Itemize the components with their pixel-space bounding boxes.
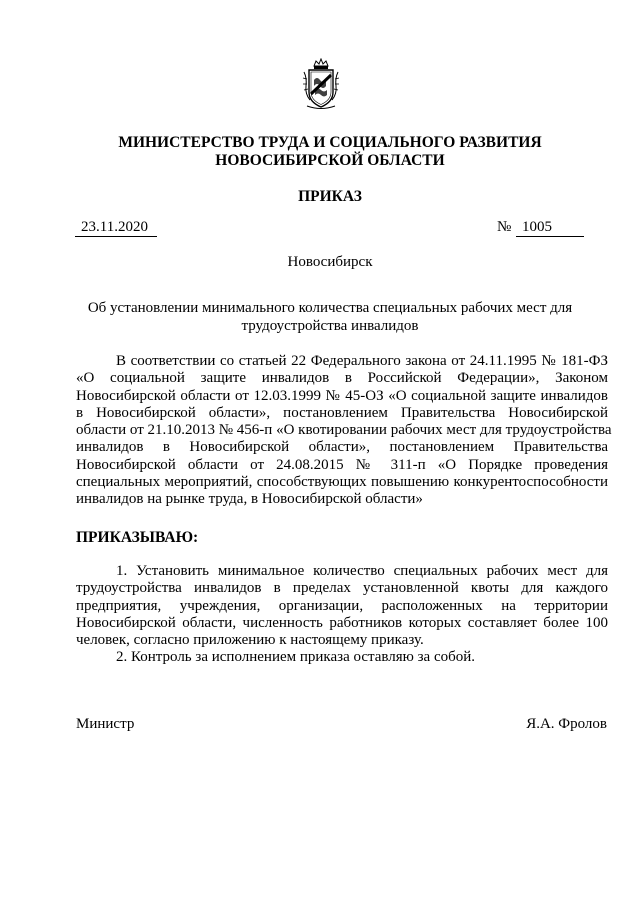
order-item-1-line: трудоустройства инвалидов в пределах установленной квоты для каждого [76, 580, 608, 597]
order-item-1-line: Новосибирской области, численность работников которых составляет более 100 [76, 614, 608, 631]
order-item-1-line: предприятия, учреждения, организации, расположенных на территории [76, 597, 608, 614]
order-word: ПРИКАЗЫВАЮ: [76, 529, 199, 546]
order-subject-line1: Об установлении минимального количества специальных рабочих мест для [87, 300, 573, 316]
coat-of-arms-icon [302, 58, 340, 110]
ministry-name [60, 134, 600, 170]
signatory-title: Министр [76, 716, 135, 732]
preamble-line: в Новосибирской области», постановлением Правительства Новосибирской [76, 404, 608, 421]
order-subject-line2: трудоустройства инвалидов [241, 317, 419, 334]
city: Новосибирск [287, 254, 373, 270]
preamble-line: «О социальной защите инвалидов в Российской Федерации», Законом [76, 370, 608, 387]
preamble-line: области от 21.10.2013 № 456-п «О квотировании рабочих мест для трудоустройства [76, 422, 612, 439]
preamble-line: В соответствии со статьей 22 Федерального закона от 24.11.1995 № 181-ФЗ [116, 353, 608, 369]
order-number: 1005 [516, 219, 584, 237]
ministry-name-line1: МИНИСТЕРСТВО ТРУДА И СОЦИАЛЬНОГО РАЗВИТИЯ [118, 134, 542, 151]
preamble-line: специальных мероприятий, способствующих повышению конкурентоспособности [76, 474, 608, 491]
document-type: ПРИКАЗ [298, 188, 362, 205]
preamble-line: инвалидов в Новосибирской области», постановлением Правительства [76, 439, 608, 456]
preamble [76, 353, 612, 509]
order-items [76, 563, 608, 667]
order-item-1-line: человек, согласно приложению к настоящему приказу. [76, 632, 424, 649]
order-date: 23.11.2020 [75, 219, 157, 237]
order-number-label: № [497, 219, 512, 235]
ministry-name-line2: НОВОСИБИРСКОЙ ОБЛАСТИ [215, 152, 445, 169]
preamble-line: инвалидов на рынке труда, в Новосибирской области» [76, 491, 423, 508]
preamble-line: Новосибирской области от 24.08.2015 № 311-п «О Порядке проведения [76, 456, 608, 473]
preamble-line: Новосибирской области от 12.03.1999 № 45-ОЗ «О социальной защите инвалидов [76, 387, 608, 404]
signatory-name: Я.А. Фролов [526, 716, 607, 732]
order-subject [60, 300, 600, 335]
order-item-2: 2. Контроль за исполнением приказа оставляю за собой. [116, 649, 476, 666]
order-item-1-line: 1. Установить минимальное количество специальных рабочих мест для [116, 563, 608, 579]
